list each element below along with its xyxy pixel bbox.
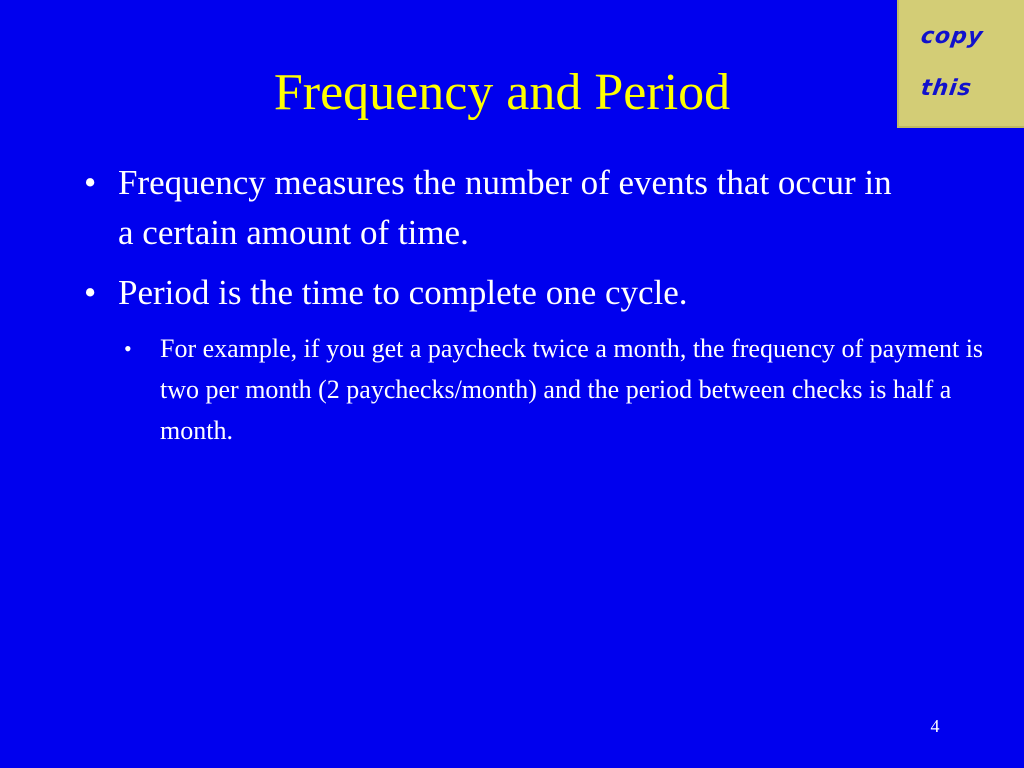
sub-bullet-item-example [84,328,1000,451]
sub-bullet-text: For example, if you get a paycheck twice a month, the frequency of payment is two per month (2 paychecks/month) and the period between checks is half a month. [160,334,984,445]
stamp-line-2: this [919,76,974,101]
bullet-glyph: • [84,163,97,202]
stamp-line-1: copy [919,24,986,49]
bullet-item-period [84,268,984,451]
bullet-text: Period is the time to complete one cycle. [118,273,688,312]
sub-bullet-list [84,328,984,451]
slide-title: Frequency and Period [273,64,731,121]
sub-bullet-glyph: • [124,336,132,361]
copy-this-stamp [897,0,1024,128]
page-number: 4 [930,716,940,736]
bullet-item-frequency [84,158,908,258]
bullet-list [84,158,1004,451]
slide-body [84,158,1004,461]
bullet-text: Frequency measures the number of events that occur in a certain amount of time. [118,163,892,252]
bullet-glyph: • [84,273,97,312]
